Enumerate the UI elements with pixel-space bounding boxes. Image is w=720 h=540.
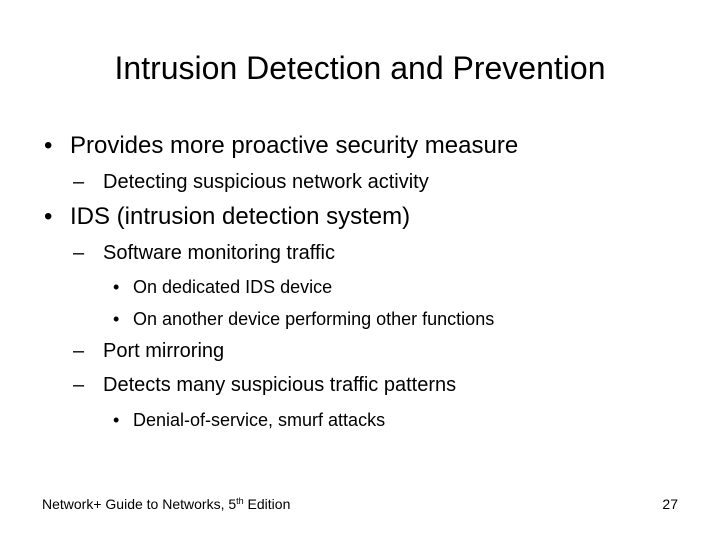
bullet-marker: • bbox=[44, 203, 53, 230]
sub-bullet-port-mirroring bbox=[73, 339, 225, 363]
slide-title: Intrusion Detection and Prevention bbox=[114, 50, 606, 86]
bullet-text: Detecting suspicious network activity bbox=[103, 171, 429, 193]
dash-marker: – bbox=[73, 171, 85, 193]
bullet-text: Software monitoring traffic bbox=[103, 242, 335, 264]
bullet-marker: • bbox=[113, 277, 120, 297]
sub-sub-bullet-denial-of-service bbox=[113, 409, 386, 431]
dash-marker: – bbox=[73, 374, 85, 396]
sub-sub-bullet-dedicated-device bbox=[113, 276, 333, 298]
bullet-proactive-security bbox=[44, 132, 519, 160]
footer-book-name: Network+ Guide to Networks, 5 bbox=[42, 496, 237, 512]
bullet-text: Detects many suspicious traffic patterns bbox=[103, 374, 457, 396]
dash-marker: – bbox=[73, 340, 85, 362]
bullet-text: IDS (intrusion detection system) bbox=[70, 203, 411, 230]
bullet-text: On dedicated IDS device bbox=[133, 277, 333, 297]
bullet-marker: • bbox=[44, 132, 53, 159]
bullet-text: Port mirroring bbox=[103, 340, 225, 362]
dash-marker: – bbox=[73, 242, 85, 264]
footer-book-title bbox=[42, 495, 290, 513]
bullet-marker: • bbox=[113, 309, 120, 329]
bullet-text: On another device performing other functions bbox=[133, 309, 495, 329]
sub-sub-bullet-another-device bbox=[113, 308, 495, 330]
sub-bullet-software-monitoring bbox=[73, 241, 335, 265]
sub-bullet-detecting-activity bbox=[73, 170, 429, 194]
bullet-ids bbox=[44, 203, 411, 231]
edition-superscript: th bbox=[236, 496, 244, 506]
bullet-marker: • bbox=[113, 410, 120, 430]
sub-bullet-traffic-patterns bbox=[73, 373, 457, 397]
page-number: 27 bbox=[662, 496, 678, 512]
bullet-text: Denial-of-service, smurf attacks bbox=[133, 410, 386, 430]
footer-edition-word: Edition bbox=[243, 496, 291, 512]
bullet-text: Provides more proactive security measure bbox=[70, 132, 519, 159]
